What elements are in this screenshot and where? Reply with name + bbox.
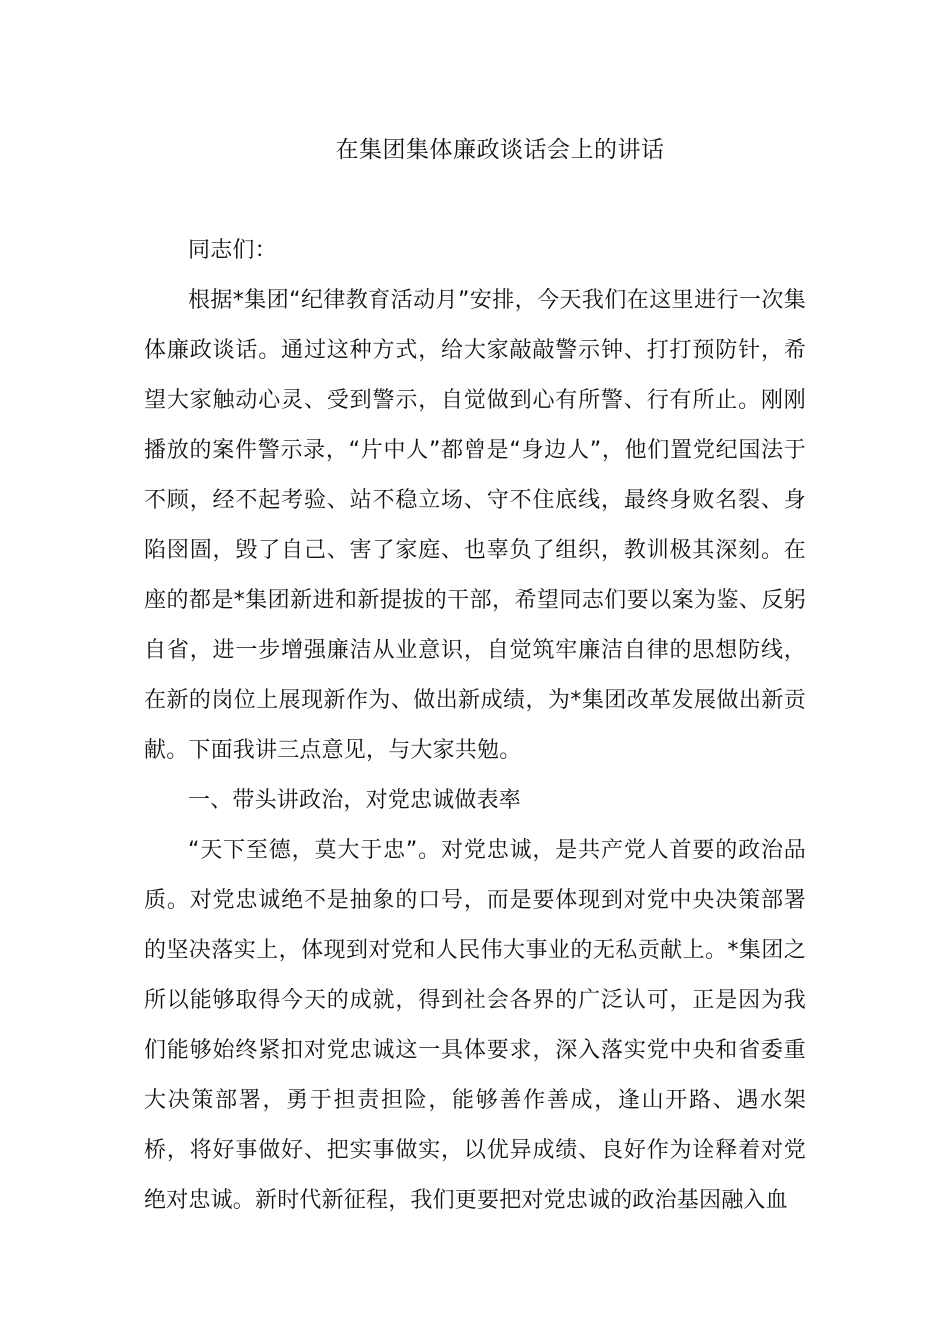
salutation: 同志们： xyxy=(188,238,277,263)
document-title: 在集团集体廉政谈话会上的讲话 xyxy=(335,137,665,163)
intro-paragraph: 根据*集团“纪律教育活动月”安排，今天我们在这里进行一次集体廉政谈话。通过这种方式，给大家敲敲警示钟、打打预防针，希望大家触动心灵、受到警示，自觉做到心有所警、行有所止。刚刚播放的案件警示录，“片中人”都曾是“身边人”，他们置党纪国法于不顾，经不起考验、站不稳立场、守不住底线，最终身败名裂、身陷囹圄，毁了自己、害了家庭、也辜负了组织，教训极其深刻。在座的都是*集团新进和新提拔的干部，希望同志们要以案为鉴、反躬自省，进一步增强廉洁从业意识，自觉筑牢廉洁自律的思想防线，在新的岗位上展现新作为、做出新成绩，为*集团改革发展做出新贡献。下面我讲三点意见，与大家共勉。 xyxy=(144,288,806,763)
section-heading-1: 一、带头讲政治，对党忠诚做表率 xyxy=(188,788,522,813)
section-1-paragraph: “天下至德，莫大于忠”。对党忠诚，是共产党人首要的政治品质。对党忠诚绝不是抽象的口号，而是要体现到对党中央决策部署的坚决落实上，体现到对党和人民伟大事业的无私贡献上。*集团之所以能够取得今天的成就，得到社会各界的广泛认可，正是因为我们能够始终紧扣对党忠诚这一具体要求，深入落实党中央和省委重大决策部署，勇于担责担险，能够善作善成，逢山开路、遇水架桥，将好事做好、把实事做实，以优异成绩、良好作为诠释着对党绝对忠诚。新时代新征程，我们更要把对党忠诚的政治基因融入血 xyxy=(144,838,806,1213)
document-body xyxy=(144,226,806,1226)
